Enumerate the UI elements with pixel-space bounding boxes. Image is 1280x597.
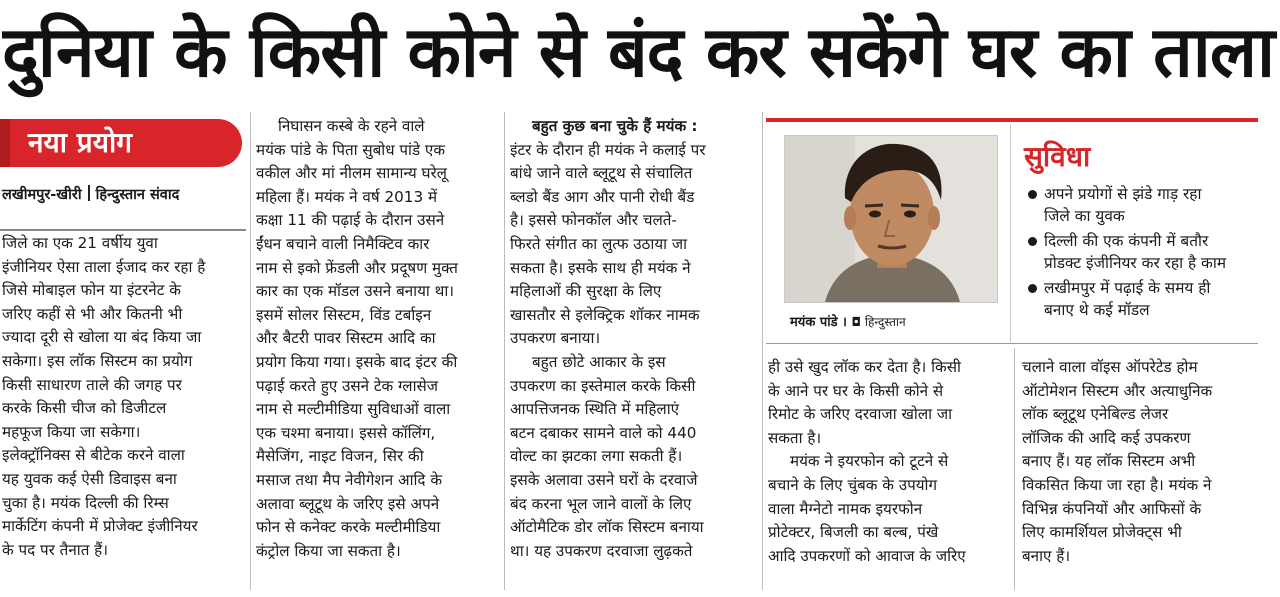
col5-line: ऑटोमेशन सिस्टम और अत्याधुनिक bbox=[1022, 381, 1213, 400]
byline-place: लखीमपुर-खीरी bbox=[2, 187, 82, 203]
article-column-3 bbox=[510, 115, 758, 563]
col1-line: जिसे मोबाइल फोन या इंटरनेट के bbox=[2, 281, 181, 300]
facility-item-line: जिले का युवक bbox=[1044, 207, 1125, 225]
col1-line: जिले का एक 21 वर्षीय युवा bbox=[2, 234, 158, 252]
col2-line: मसाज तथा मैप नेवीगेशन आदि के bbox=[256, 470, 442, 489]
col5-line: बनाए हैं। यह लॉक सिस्टम अभी bbox=[1022, 452, 1196, 471]
section-tag-stub bbox=[0, 119, 10, 167]
col2-line: वकील और मां नीलम सामान्य घरेलू bbox=[256, 164, 447, 183]
column-divider bbox=[504, 112, 505, 590]
facility-item bbox=[1026, 230, 1266, 274]
col3-line: इसके अलावा उसने घरों के दरवाजे bbox=[510, 470, 698, 489]
col1-line: मार्केटिंग कंपनी में प्रोजेक्ट इंजीनियर bbox=[2, 517, 198, 536]
byline bbox=[2, 184, 246, 204]
byline-source: हिन्दुस्तान संवाद bbox=[95, 187, 180, 203]
col1-line: किसी साधारण ताले की जगह पर bbox=[2, 375, 182, 394]
byline-separator bbox=[88, 185, 90, 201]
col4-line: बचाने के लिए चुंबक के उपयोग bbox=[768, 475, 937, 494]
bullet-icon bbox=[1028, 237, 1037, 246]
article-column-1 bbox=[2, 232, 246, 562]
section-tag-label: नया प्रयोग bbox=[28, 126, 132, 159]
col4-line: के आने पर घर के किसी कोने से bbox=[768, 381, 944, 400]
facility-item-line: लखीमपुर में पढ़ाई के समय ही bbox=[1044, 279, 1211, 297]
col3-line: सकता है। इसके साथ ही मयंक ने bbox=[510, 258, 691, 277]
col3-line: खासतौर से इलेक्ट्रिक शॉकर नामक bbox=[510, 305, 700, 324]
col3-line: बांधे जाने वाले ब्लूटूथ से संचालित bbox=[510, 164, 693, 183]
col4-line: मयंक ने इयरफोन को टूटने से bbox=[790, 452, 949, 471]
col2-line: नाम से मल्टीमीडिया सुविधाओं वाला bbox=[256, 400, 451, 419]
portrait-photo bbox=[784, 135, 998, 303]
facility-title: सुविधा bbox=[1024, 140, 1091, 173]
col5-line: बनाए हैं। bbox=[1022, 546, 1071, 565]
col5-line: लिए कामर्शियल प्रोजेक्ट्स भी bbox=[1022, 523, 1182, 542]
byline-rule bbox=[0, 229, 246, 231]
col2-line: मयंक पांडे के पिता सुबोध पांडे एक bbox=[256, 140, 445, 159]
col2-line: एक चश्मा बनाया। इससे कॉलिंग, bbox=[256, 423, 436, 442]
col2-line: पढ़ाई करते हुए उसने टेक ग्लासेज bbox=[256, 376, 439, 395]
facility-item-line: अपने प्रयोगों से झंडे गाड़ रहा bbox=[1044, 185, 1202, 203]
col3-line: है। इससे फोनकॉल और चलते- bbox=[510, 211, 677, 230]
col2-line: निघासन कस्बे के रहने वाले bbox=[278, 117, 425, 135]
col3-line: ब्लडो बैंड आग और पानी रोधी बैंड bbox=[510, 187, 695, 206]
col3-line: फिरते संगीत का लुत्फ उठाया जा bbox=[510, 234, 688, 253]
col1-line: ज्यादा दूरी से खोला या बंद किया जा bbox=[2, 328, 202, 347]
col3-line: उपकरण का इस्तेमाल करके किसी bbox=[510, 376, 696, 395]
facility-item-line: दिल्ली की एक कंपनी में बतौर bbox=[1044, 232, 1209, 250]
col4-line: प्रोटेक्टर, बिजली का बल्ब, पंखे bbox=[768, 523, 939, 542]
column-divider bbox=[762, 112, 763, 590]
col4-line: सकता है। bbox=[768, 428, 822, 447]
facility-item-line: बनाए थे कई मॉडल bbox=[1044, 301, 1150, 319]
subhead-mayank: बहुत कुछ बना चुके हैं मयंक : bbox=[532, 117, 698, 135]
camera-icon: ◘ bbox=[851, 315, 862, 329]
col1-line: इंजीनियर ऐसा ताला ईजाद कर रहा है bbox=[2, 257, 206, 276]
col4-line: आदि उपकरणों को आवाज के जरिए bbox=[768, 546, 966, 565]
facility-item-line: प्रोडक्ट इंजीनियर कर रहा है काम bbox=[1044, 254, 1227, 272]
col2-line: अलावा ब्लूटूथ के जरिए इसे अपने bbox=[256, 494, 440, 513]
col4-line: रिमोट के जरिए दरवाजा खोला जा bbox=[768, 405, 953, 424]
col3-line: महिलाओं की सुरक्षा के लिए bbox=[510, 282, 662, 301]
col3-line: उपकरण बनाया। bbox=[510, 329, 601, 348]
col5-line: विकसित किया जा रहा है। मयंक ने bbox=[1022, 475, 1212, 494]
col5-line: चलाने वाला वॉइस ऑपरेटेड होम bbox=[1022, 358, 1198, 376]
col2-line: इसमें सोलर सिस्टम, विंड टर्बाइन bbox=[256, 305, 432, 324]
col5-line: विभिन्न कंपनियों और आफिसों के bbox=[1022, 499, 1202, 518]
col2-line: कार का एक मॉडल उसने बनाया था। bbox=[256, 282, 455, 301]
col3-line: आपत्तिजनक स्थिति में महिलाएं bbox=[510, 400, 680, 419]
article-column-2 bbox=[256, 115, 500, 563]
col1-line: सकेगा। इस लॉक सिस्टम का प्रयोग bbox=[2, 351, 193, 370]
info-box-bottom-rule bbox=[766, 343, 1258, 344]
col2-line: फोन से कनेक्ट करके मल्टीमीडिया bbox=[256, 518, 441, 537]
col2-line: कक्षा 11 की पढ़ाई के दौरान उसने bbox=[256, 211, 445, 230]
col1-line: महफूज किया जा सकेगा। bbox=[2, 422, 141, 441]
col2-line: नाम से इको फ्रेंडली और प्रदूषण मुक्त bbox=[256, 258, 458, 277]
article-column-4 bbox=[768, 356, 1008, 568]
col2-line: मैसेजिंग, नाइट विजन, सिर की bbox=[256, 447, 424, 466]
col2-line: महिला हैं। मयंक ने वर्ष 2013 में bbox=[256, 187, 438, 206]
facility-item bbox=[1026, 277, 1266, 321]
col3-line: इंटर के दौरान ही मयंक ने कलाई पर bbox=[510, 140, 706, 159]
info-box-top-rule bbox=[766, 118, 1258, 122]
col4-line: ही उसे खुद लॉक कर देता है। किसी bbox=[768, 358, 961, 376]
box-divider bbox=[1010, 124, 1011, 342]
column-divider bbox=[250, 112, 251, 590]
article-column-5 bbox=[1022, 356, 1278, 568]
column-divider bbox=[1014, 348, 1015, 590]
facility-item bbox=[1026, 183, 1266, 227]
col4-line: वाला मैग्नेटो नामक इयरफोन bbox=[768, 499, 923, 518]
col3-line: बंद करना भूल जाने वालों के लिए bbox=[510, 494, 692, 513]
col5-line: लॉक ब्लूटूथ एनेबिल्ड लेजर bbox=[1022, 405, 1169, 424]
col3-line: बटन दबाकर सामने वाले को 440 bbox=[510, 423, 697, 442]
col1-line: चुका है। मयंक दिल्ली की रिम्स bbox=[2, 493, 169, 512]
col5-line: लॉजिक की आदि कई उपकरण bbox=[1022, 428, 1191, 447]
col3-line: ऑटोमैटिक डोर लॉक सिस्टम बनाया bbox=[510, 518, 704, 537]
caption-source-text: हिन्दुस्तान bbox=[864, 315, 906, 329]
col1-line: जरिए कहीं से भी और कितनी भी bbox=[2, 304, 183, 323]
col2-line: ईंधन बचाने वाली निमैक्टिव कार bbox=[256, 234, 430, 253]
col2-line: और बैटरी पावर सिस्टम आदि का bbox=[256, 329, 436, 348]
col1-line: के पद पर तैनात हैं। bbox=[2, 540, 109, 559]
facility-list bbox=[1026, 183, 1266, 324]
col1-line: इलेक्ट्रॉनिक्स से बीटेक करने वाला bbox=[2, 446, 185, 465]
col1-line: यह युवक कई ऐसी डिवाइस बना bbox=[2, 469, 177, 488]
headline: दुनिया के किसी कोने से बंद कर सकेंगे घर का ताला bbox=[2, 11, 1274, 93]
col3-line: था। यह उपकरण दरवाजा लुढ़कते bbox=[510, 541, 693, 560]
col2-line: कंट्रोल किया जा सकता है। bbox=[256, 541, 401, 560]
bullet-icon bbox=[1028, 284, 1037, 293]
portrait-illustration bbox=[785, 136, 997, 302]
caption-name: मयंक पांडे । bbox=[790, 315, 847, 330]
caption-source bbox=[852, 315, 906, 329]
col3-line: वोल्ट का झटका लगा सकती हैं। bbox=[510, 447, 683, 466]
col3-line: बहुत छोटे आकार के इस bbox=[532, 352, 666, 371]
bullet-icon bbox=[1028, 190, 1037, 199]
col1-line: करके किसी चीज को डिजीटल bbox=[2, 399, 167, 418]
col2-line: प्रयोग किया गया। इसके बाद इंटर की bbox=[256, 352, 458, 371]
photo-caption bbox=[790, 312, 906, 330]
